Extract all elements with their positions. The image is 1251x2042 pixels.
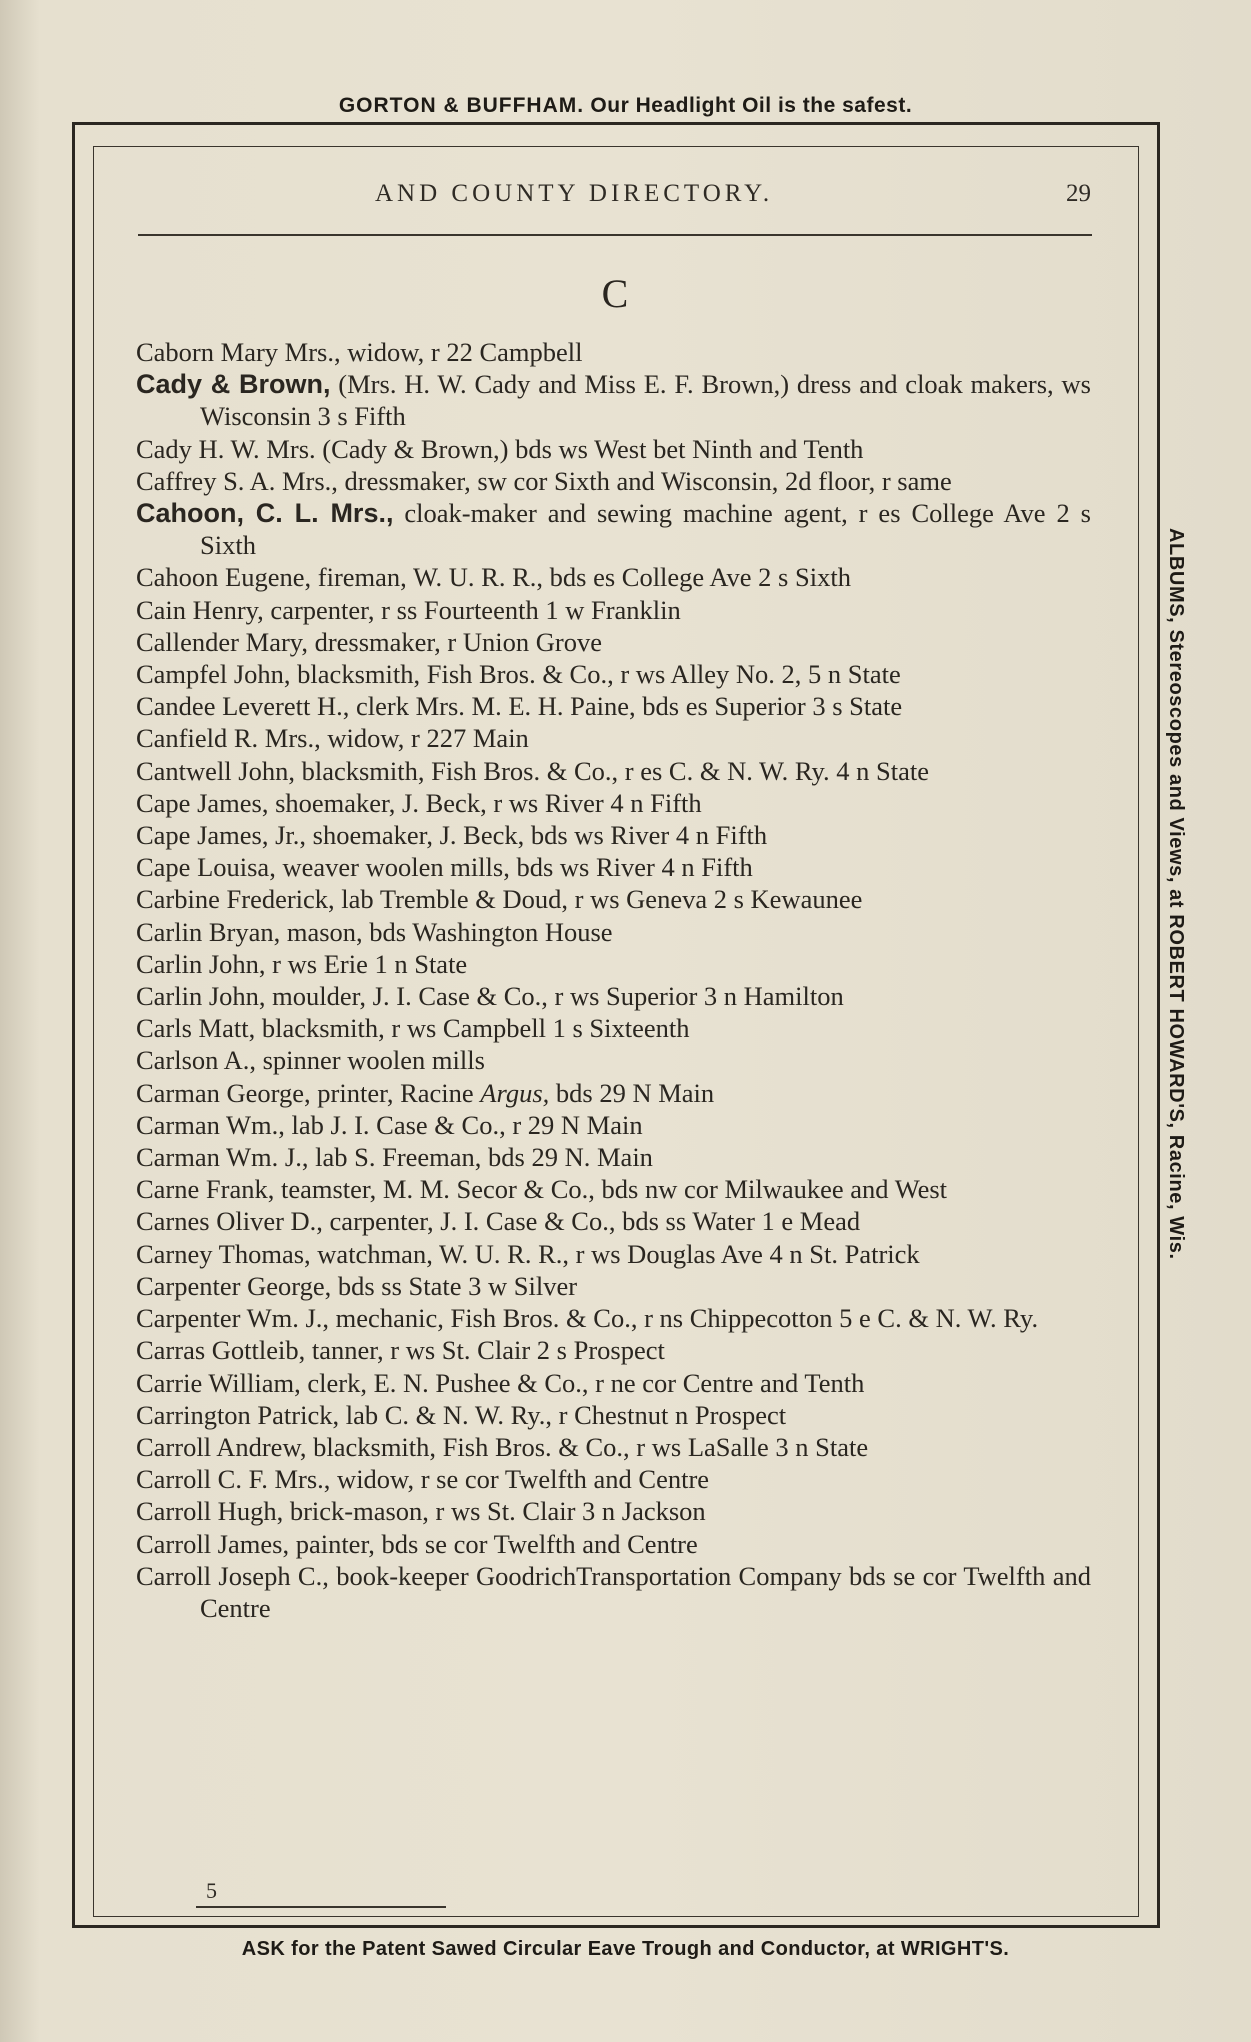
directory-entry [136,851,1091,883]
entry-text: Carroll C. F. Mrs., widow, r se cor Twelfth and Centre [136,1464,710,1495]
directory-entry [136,1560,1091,1624]
entry-text: Carman George, printer, Racine [136,1077,481,1108]
side-advertisement: ALBUMS, Stereoscopes and Views, at ROBERT HOWARD'S, Racine, Wis. [1165,528,1187,1260]
entry-text: Carnes Oliver D., carpenter, J. I. Case & Co., bds ss Water 1 e Mead [136,1206,861,1237]
entry-text: Carrington Patrick, lab C. & N. W. Ry., r Chestnut n Prospect [136,1399,787,1430]
directory-entry [136,561,1091,593]
directory-entry [136,916,1091,948]
directory-entry [136,433,1091,465]
directory-entry [136,1463,1091,1495]
entry-text: Cape James, shoemaker, J. Beck, r ws River 4 n Fifth [136,787,702,818]
directory-entry [136,1205,1091,1237]
entry-text: Carlin John, r ws Erie 1 n State [136,948,468,979]
bottom-advertisement: ASK for the Patent Sawed Circular Eave Trough and Conductor, at WRIGHT'S. [241,1938,1010,1960]
directory-entry [136,787,1091,819]
directory-entry [136,594,1091,626]
directory-entry [136,1270,1091,1302]
entry-text: Cain Henry, carpenter, r ss Fourteenth 1 w Franklin [136,594,681,625]
entry-text: Carney Thomas, watchman, W. U. R. R., r ws Douglas Ave 4 n St. Patrick [136,1238,920,1269]
entry-text: Candee Leverett H., clerk Mrs. M. E. H. Paine, bds es Superior 3 s State [136,691,903,722]
directory-entry [136,722,1091,754]
directory-entry [136,497,1091,561]
running-title: AND COUNTY DIRECTORY. [375,180,774,207]
directory-entry [136,1399,1091,1431]
header-rule [138,234,1092,236]
directory-entry [136,1334,1091,1366]
entry-text: Campfel John, blacksmith, Fish Bros. & Co., r ws Alley No. 2, 5 n State [136,659,901,690]
entry-text: Carras Gottleib, tanner, r ws St. Clair 2 s Prospect [136,1335,665,1366]
directory-entry [136,1495,1091,1527]
top-ad-text: Our Headlight Oil is the safest. [584,94,913,117]
directory-entry [136,883,1091,915]
entry-text: Carlson A., spinner woolen mills [136,1045,485,1076]
directory-entry [136,1077,1091,1109]
entry-text: Carrie William, clerk, E. N. Pushee & Co., r ne cor Centre and Tenth [136,1367,865,1398]
entry-name: Cady & Brown, [136,369,331,400]
directory-entry [136,1173,1091,1205]
section-letter: C [601,271,629,316]
directory-entry [136,948,1091,980]
entry-text: Carroll Joseph C., book-keeper GoodrichTransportation Company bds se cor Twelfth and Centre [136,1560,1091,1623]
directory-entry [136,336,1091,368]
entry-text: Canfield R. Mrs., widow, r 227 Main [136,723,529,754]
entry-text: Caborn Mary Mrs., widow, r 22 Campbell [136,337,583,367]
directory-entry [136,1109,1091,1141]
signature-rule [196,1906,446,1908]
entry-text: Carlin John, moulder, J. I. Case & Co., r ws Superior 3 n Hamilton [136,981,844,1012]
entry-text: Cape James, Jr., shoemaker, J. Beck, bds ws River 4 n Fifth [136,820,768,851]
entry-text: Cantwell John, blacksmith, Fish Bros. & Co., r es C. & N. W. Ry. 4 n State [136,755,929,786]
directory-entry [136,755,1091,787]
entry-text: Carls Matt, blacksmith, r ws Campbell 1 s Sixteenth [136,1013,690,1044]
entry-text: cloak-maker and sewing machine agent, r es College Ave 2 s Sixth [200,498,1091,561]
entry-text: Carman Wm. J., lab S. Freeman, bds 29 N. Main [136,1142,653,1173]
entry-text: Carman Wm., lab J. I. Case & Co., r 29 N Main [136,1109,643,1140]
entry-text: Carbine Frederick, lab Tremble & Doud, r ws Geneva 2 s Kewaunee [136,884,863,915]
directory-entry [136,690,1091,722]
directory-entry [136,368,1091,432]
entry-text: Callender Mary, dressmaker, r Union Grove [136,626,602,657]
directory-entry [136,980,1091,1012]
directory-entry [136,1238,1091,1270]
page-number: 29 [1066,180,1091,207]
entry-text: Carne Frank, teamster, M. M. Secor & Co., bds nw cor Milwaukee and West [136,1174,948,1205]
directory-entry [136,1044,1091,1076]
entry-text: Carpenter Wm. J., mechanic, Fish Bros. & Co., r ns Chippecotton 5 e C. & N. W. Ry. [136,1303,1039,1334]
directory-entry [136,819,1091,851]
directory-entry [136,1528,1091,1560]
signature-mark: 5 [206,1878,217,1903]
entry-text: Carlin Bryan, mason, bds Washington House [136,916,613,947]
top-advertisement [0,94,1251,118]
entry-text: (Mrs. H. W. Cady and Miss E. F. Brown,) dress and cloak makers, ws Wisconsin 3 s Fifth [200,369,1091,432]
entry-text-continued: bds 29 N Main [549,1077,715,1108]
directory-entry [136,1367,1091,1399]
directory-entry [136,1302,1091,1334]
directory-entry [136,1431,1091,1463]
entry-text: Carroll Hugh, brick-mason, r ws St. Clair 3 n Jackson [136,1496,706,1527]
directory-entry [136,1141,1091,1173]
directory-entry [136,626,1091,658]
directory-entry [136,1012,1091,1044]
entry-text: Carroll Andrew, blacksmith, Fish Bros. & Co., r ws LaSalle 3 n State [136,1431,869,1462]
directory-entries [136,336,1091,1624]
entry-text: Cady H. W. Mrs. (Cady & Brown,) bds ws West bet Ninth and Tenth [136,433,864,464]
directory-entry [136,465,1091,497]
entry-text: Cahoon Eugene, fireman, W. U. R. R., bds es College Ave 2 s Sixth [136,562,851,593]
entry-text: Carpenter George, bds ss State 3 w Silver [136,1270,578,1301]
directory-entry [136,658,1091,690]
top-ad-brand: GORTON & BUFFHAM. [338,94,585,117]
entry-text: Caffrey S. A. Mrs., dressmaker, sw cor Sixth and Wisconsin, 2d floor, r same [136,465,952,496]
entry-text: Carroll James, painter, bds se cor Twelfth and Centre [136,1528,698,1559]
entry-italic: Argus, [480,1077,550,1108]
entry-text: Cape Louisa, weaver woolen mills, bds ws River 4 n Fifth [136,852,753,883]
entry-name: Cahoon, C. L. Mrs., [136,498,394,529]
